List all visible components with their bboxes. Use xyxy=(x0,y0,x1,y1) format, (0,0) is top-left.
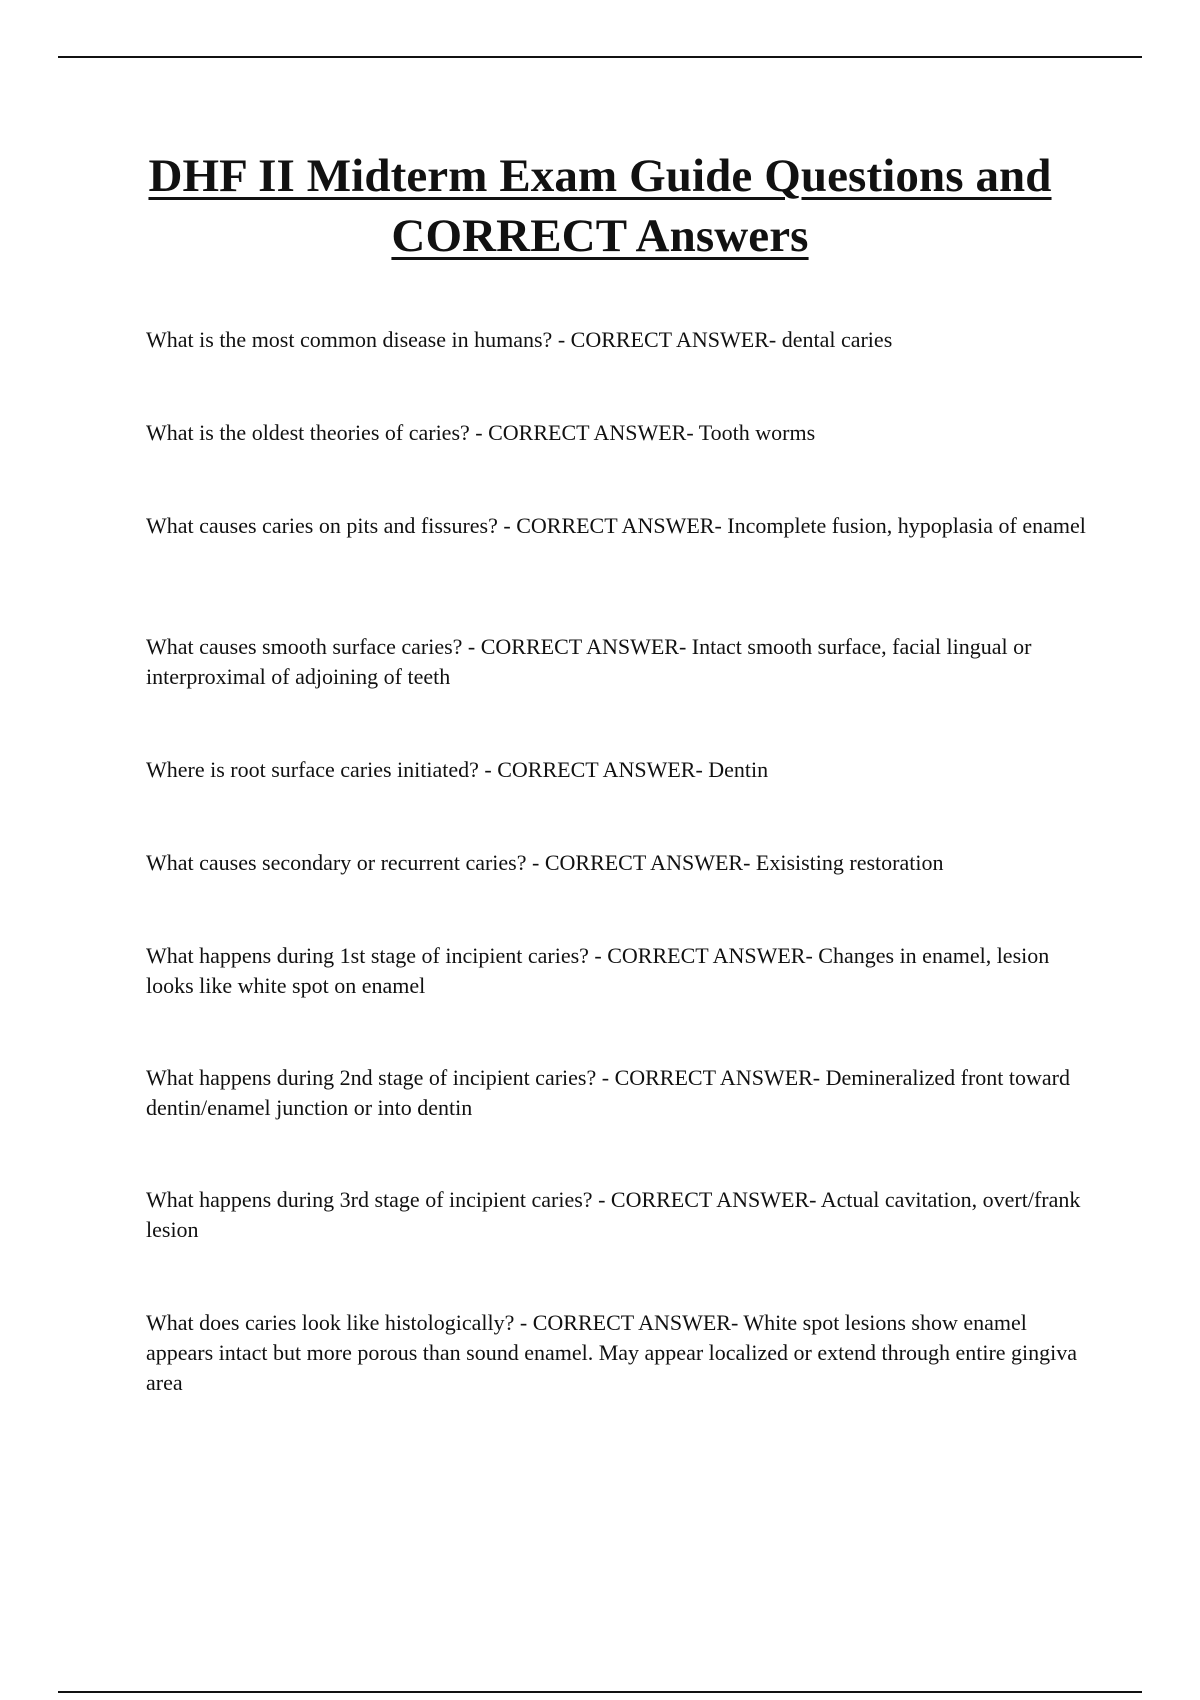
qa-item-9: What happens during 3rd stage of incipient caries? - CORRECT ANSWER- Actual cavitation, overt/frank lesion xyxy=(146,1187,1081,1242)
qa-item-5: Where is root surface caries initiated? - CORRECT ANSWER- Dentin xyxy=(146,757,769,782)
qa-item-2: What is the oldest theories of caries? - CORRECT ANSWER- Tooth worms xyxy=(146,420,816,445)
qa-item-7: What happens during 1st stage of incipient caries? - CORRECT ANSWER- Changes in enamel, lesion looks like white spot on enamel xyxy=(146,943,1050,998)
page-title: DHF II Midterm Exam Guide Questions and CORRECT Answers xyxy=(148,150,1052,262)
bottom-divider xyxy=(58,1691,1142,1693)
qa-item-4: What causes smooth surface caries? - CORRECT ANSWER- Intact smooth surface, facial lingual or interproximal of adjoining of teeth xyxy=(146,634,1032,689)
qa-item-1: What is the most common disease in humans? - CORRECT ANSWER- dental caries xyxy=(146,327,893,352)
qa-item-10: What does caries look like histologically? - CORRECT ANSWER- White spot lesions show enamel appears intact but more porous than sound enamel. May appear localized or extend through entire gingiva area xyxy=(146,1310,1078,1395)
qa-item-6: What causes secondary or recurrent caries? - CORRECT ANSWER- Exisisting restoration xyxy=(146,850,944,875)
qa-item-8: What happens during 2nd stage of incipient caries? - CORRECT ANSWER- Demineralized front toward dentin/enamel junction or into dentin xyxy=(146,1065,1070,1120)
qa-item-3: What causes caries on pits and fissures? - CORRECT ANSWER- Incomplete fusion, hypoplasia of enamel xyxy=(146,513,1086,538)
top-divider xyxy=(58,56,1142,58)
